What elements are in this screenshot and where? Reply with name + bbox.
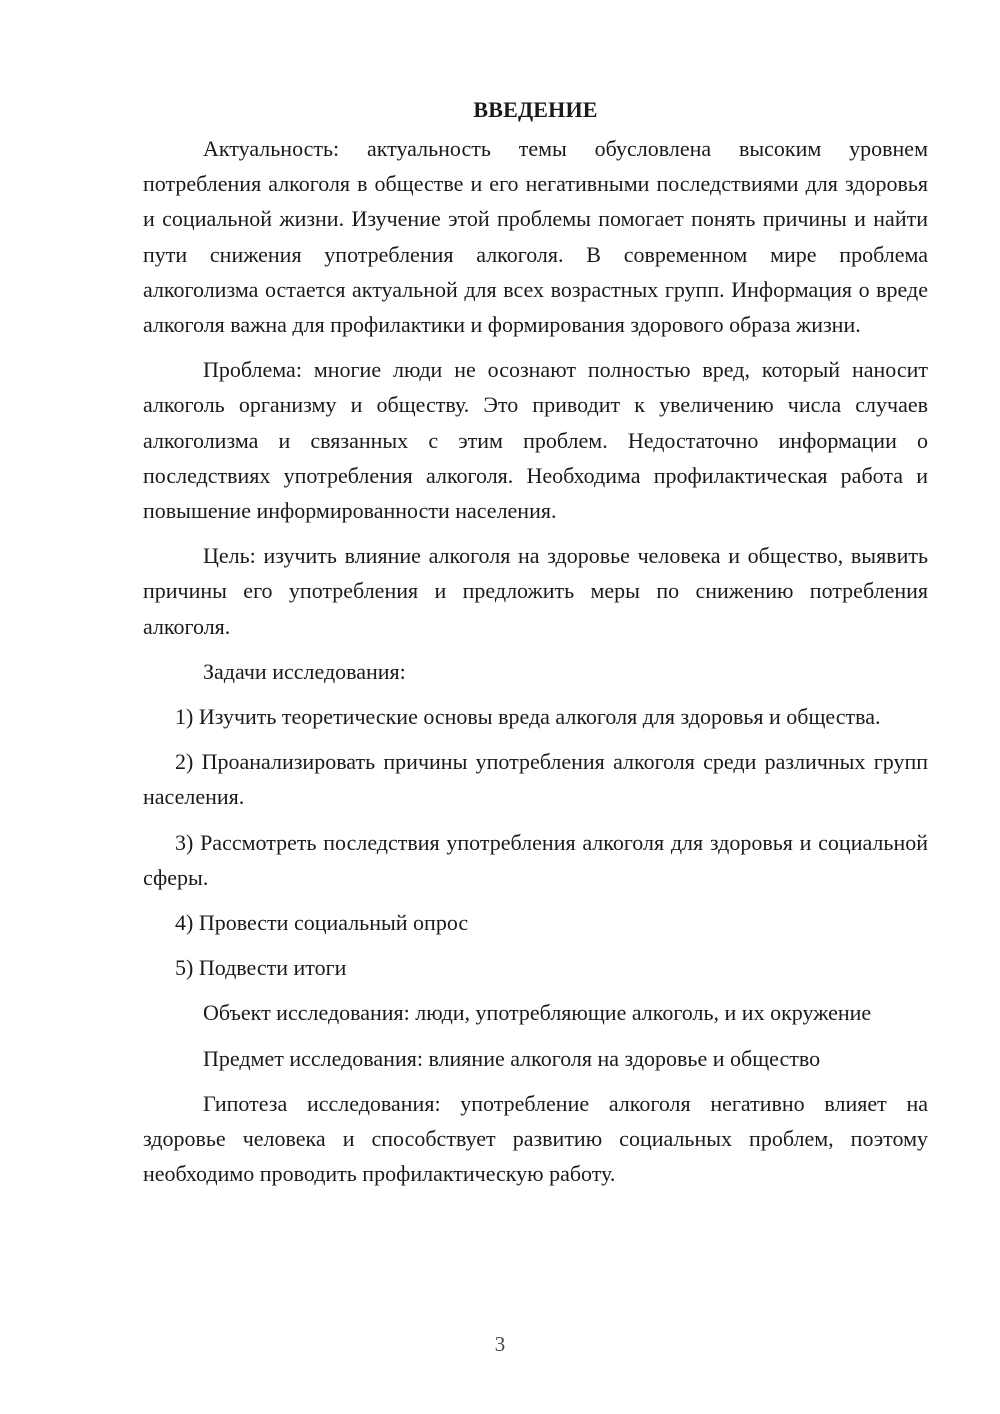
paragraph-subject: Предмет исследования: влияние алкоголя на здоровье и общество	[203, 1045, 821, 1071]
paragraph-relevance: Актуальность: актуальность темы обусловлена высоким уровнем потребления алкоголя в обществе и его негативными последствиями для здоровья и социальной жизни. Изучение этой проблемы помогает понять причины и найти пути снижения употребления алкоголя. В современном мире проблема алкоголизма остается актуальной для всех возрастных групп. Информация о вреде алкоголя важна для профилактики и формирования здорового образа жизни.	[143, 136, 928, 338]
task-item-4: 4) Провести социальный опрос	[175, 910, 469, 936]
paragraph-object: Объект исследования: люди, употребляющие алкоголь, и их окружение	[203, 1000, 872, 1026]
section-title: ВВЕДЕНИЕ	[473, 97, 598, 122]
task-item-5: 5) Подвести итоги	[175, 955, 347, 981]
task-item-2: 2) Проанализировать причины употребления алкоголя среди различных групп населения.	[143, 749, 928, 810]
document-page	[143, 92, 928, 1191]
tasks-heading: Задачи исследования:	[203, 658, 406, 684]
paragraph-goal: Цель: изучить влияние алкоголя на здоровье человека и общество, выявить причины его употребления и предложить меры по снижению потребления алкоголя.	[143, 543, 928, 639]
task-item-1: 1) Изучить теоретические основы вреда алкоголя для здоровья и общества.	[175, 704, 881, 730]
paragraph-hypothesis: Гипотеза исследования: употребление алкоголя негативно влияет на здоровье человека и способствует развитию социальных проблем, поэтому необходимо проводить профилактическую работу.	[143, 1090, 928, 1187]
task-item-3: 3) Рассмотреть последствия употребления алкоголя для здоровья и социальной сферы.	[143, 829, 928, 890]
paragraph-problem: Проблема: многие люди не осознают полностью вред, который наносит алкоголь организму и обществу. Это приводит к увеличению числа случаев алкоголизма и связанных с этим проблем. Недостаточно информации о последствиях употребления алкоголя. Необходима профилактическая работа и повышение информированности населения.	[143, 357, 928, 524]
page-number: 3	[494, 1332, 506, 1356]
